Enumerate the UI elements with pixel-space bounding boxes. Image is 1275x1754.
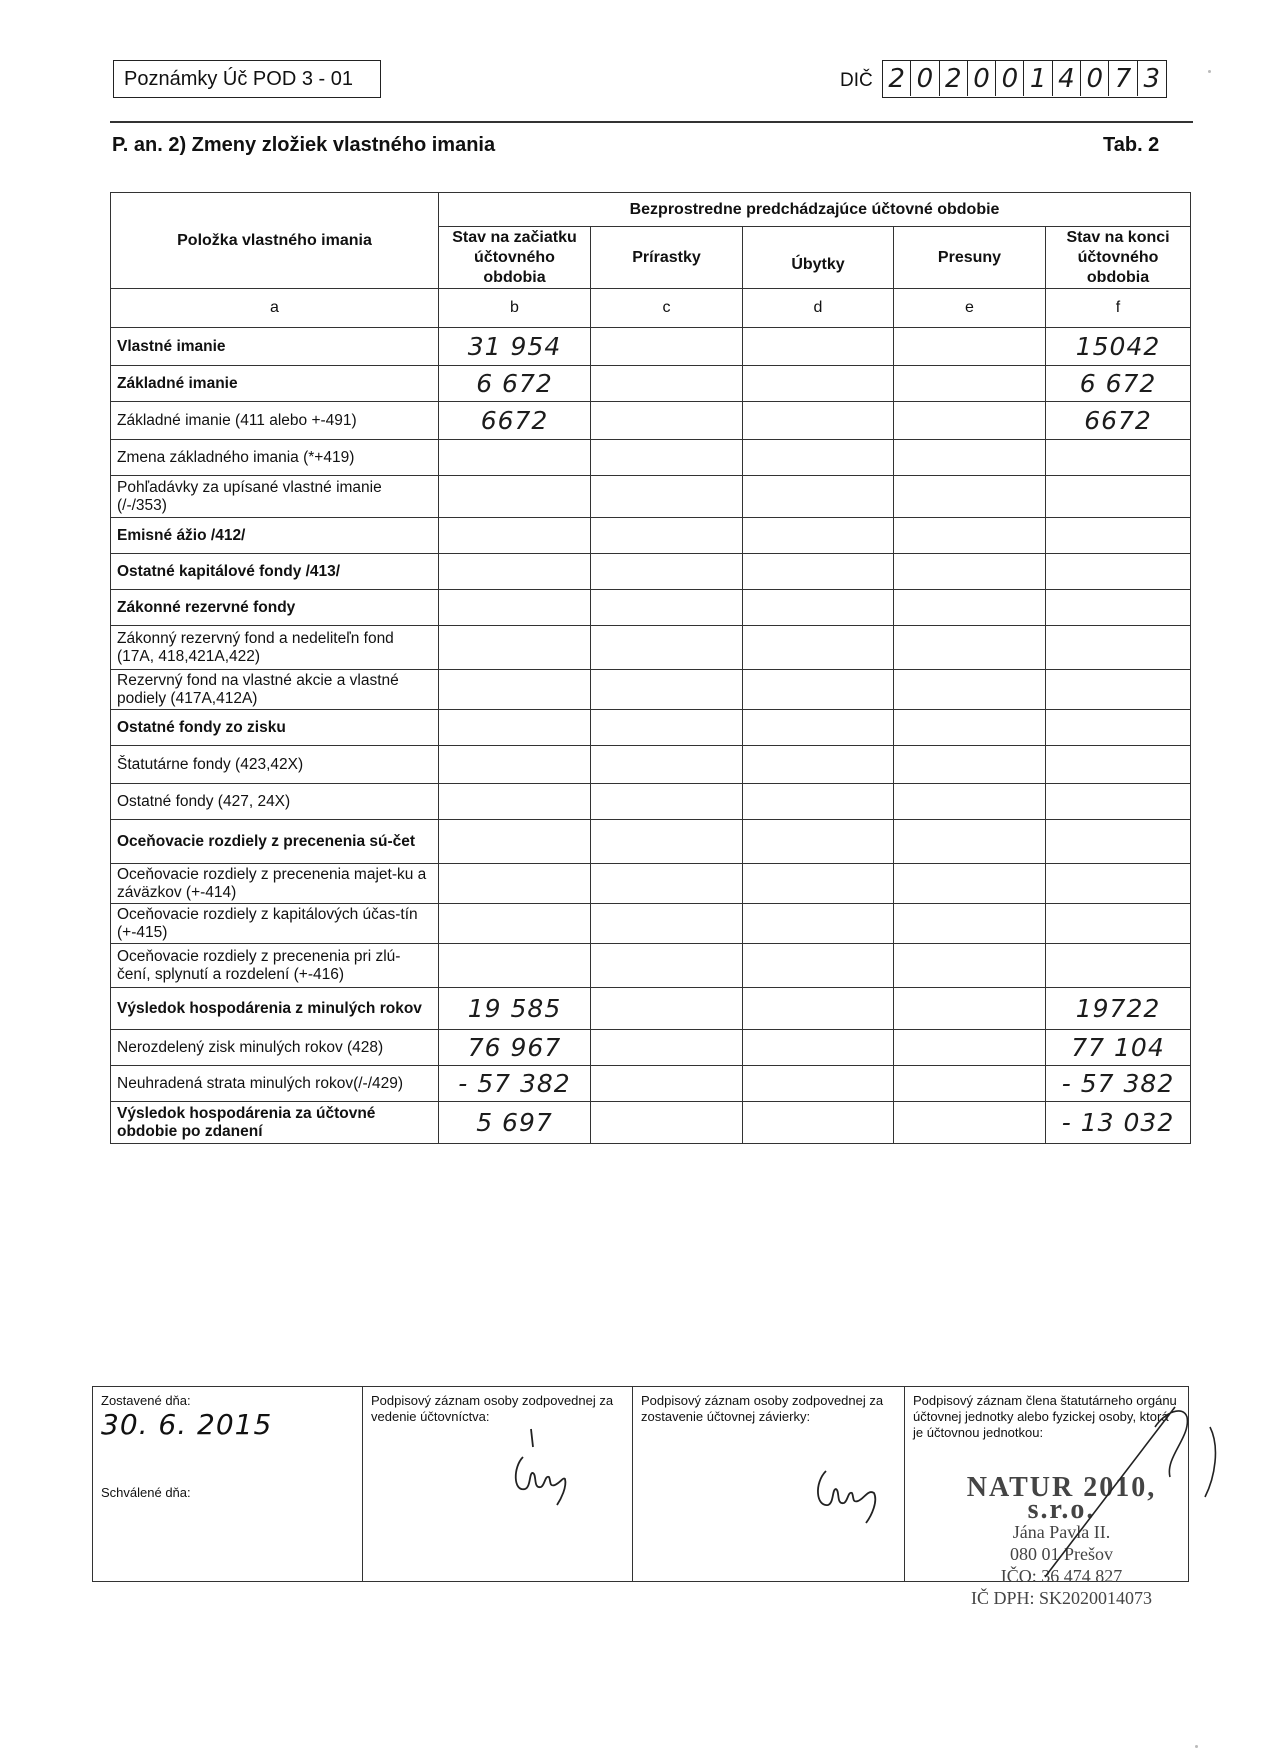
table-row <box>111 518 1191 554</box>
decrease-value <box>743 864 894 904</box>
decrease-value <box>743 710 894 746</box>
col-letter: d <box>743 289 894 328</box>
statement-signature <box>808 1449 898 1529</box>
table-row <box>111 864 1191 904</box>
scan-speck <box>1195 1745 1198 1748</box>
dic-digit: 0 <box>968 61 996 96</box>
start-value <box>439 784 591 820</box>
start-value <box>439 746 591 784</box>
increase-value <box>591 440 743 476</box>
end-value <box>1046 554 1191 590</box>
increase-value <box>591 670 743 710</box>
row-label: Oceňovacie rozdiely z precenenia majet-ku a záväzkov (+-414) <box>111 864 439 904</box>
increase-value <box>591 518 743 554</box>
increase-value <box>591 1102 743 1144</box>
dic-digit: 1 <box>1024 61 1052 96</box>
decrease-value <box>743 476 894 518</box>
stamp-line: 080 01 Prešov <box>1010 1544 1113 1564</box>
col-end-header: Stav na konci účtovného obdobia <box>1046 227 1191 289</box>
row-label: Zmena základného imania (*+419) <box>111 440 439 476</box>
end-value <box>1046 820 1191 864</box>
stamp-line: Jána Pavla II. <box>1012 1522 1111 1542</box>
decrease-value <box>743 1102 894 1144</box>
table-row <box>111 944 1191 988</box>
form-label: Poznámky Úč POD 3 - 01 <box>113 60 381 98</box>
row-label: Ostatné kapitálové fondy /413/ <box>111 554 439 590</box>
col-letter: a <box>111 289 439 328</box>
increase-value <box>591 988 743 1030</box>
stamp-line: IČO: 36 474 827 <box>1000 1566 1123 1586</box>
accounting-signature <box>503 1427 593 1507</box>
approved-label: Schválené dňa: <box>101 1485 191 1500</box>
transfer-value <box>894 1030 1046 1066</box>
row-label: Výsledok hospodárenia z minulých rokov <box>111 988 439 1030</box>
start-value <box>439 820 591 864</box>
table-row <box>111 590 1191 626</box>
decrease-value <box>743 784 894 820</box>
transfer-value <box>894 864 1046 904</box>
dic-digit: 0 <box>996 61 1024 96</box>
end-value: - 13 032 <box>1046 1102 1191 1144</box>
decrease-value <box>743 746 894 784</box>
start-value <box>439 670 591 710</box>
table-row <box>111 988 1191 1030</box>
col-start-header: Stav na začiatku účtovného obdobia <box>439 227 591 289</box>
transfer-value <box>894 366 1046 402</box>
col-letter: c <box>591 289 743 328</box>
decrease-value <box>743 366 894 402</box>
start-value <box>439 590 591 626</box>
end-value <box>1046 440 1191 476</box>
row-label: Pohľadávky za upísané vlastné imanie (/-/353) <box>111 476 439 518</box>
end-value <box>1046 626 1191 670</box>
end-value: 15042 <box>1046 328 1191 366</box>
transfer-value <box>894 904 1046 944</box>
dic-digit: 0 <box>911 61 939 96</box>
period-header: Bezprostredne predchádzajúce účtovné obdobie <box>439 193 1191 227</box>
increase-value <box>591 402 743 440</box>
row-label: Základné imanie <box>111 366 439 402</box>
statutory-signature-label: Podpisový záznam člena štatutárneho orgánu účtovnej jednotky alebo fyzickej osoby, ktorá je účtovnou jednotkou: <box>913 1393 1177 1440</box>
col-item-header: Položka vlastného imania <box>111 193 439 289</box>
dic-digit: 3 <box>1143 64 1161 94</box>
decrease-value <box>743 820 894 864</box>
start-value <box>439 904 591 944</box>
start-value: 31 954 <box>439 328 591 366</box>
start-value <box>439 518 591 554</box>
decrease-value <box>743 402 894 440</box>
table-row <box>111 554 1191 590</box>
transfer-value <box>894 328 1046 366</box>
col-letter: e <box>894 289 1046 328</box>
end-value <box>1046 710 1191 746</box>
transfer-value <box>894 476 1046 518</box>
row-label: Oceňovacie rozdiely z precenenia sú-čet <box>111 820 439 864</box>
decrease-value <box>743 904 894 944</box>
col-transfer-header: Presuny <box>894 227 1046 289</box>
row-label: Oceňovacie rozdiely z kapitálových účas-tín (+-415) <box>111 904 439 944</box>
table-row <box>111 1030 1191 1066</box>
increase-value <box>591 1030 743 1066</box>
decrease-value <box>743 1066 894 1102</box>
accounting-signature-cell <box>363 1387 633 1581</box>
table-row <box>111 904 1191 944</box>
row-label: Zákonný rezervný fond a nedeliteľn fond (17A, 418,421A,422) <box>111 626 439 670</box>
transfer-value <box>894 988 1046 1030</box>
end-value: - 57 382 <box>1046 1066 1191 1102</box>
decrease-value <box>743 554 894 590</box>
end-value: 77 104 <box>1046 1030 1191 1066</box>
transfer-value <box>894 710 1046 746</box>
transfer-value <box>894 1102 1046 1144</box>
section-title: P. an. 2) Zmeny zložiek vlastného imania <box>112 134 496 156</box>
end-value <box>1046 904 1191 944</box>
end-value <box>1046 590 1191 626</box>
table-number: Tab. 2 <box>1103 134 1160 156</box>
transfer-value <box>894 1066 1046 1102</box>
transfer-value <box>894 784 1046 820</box>
start-value <box>439 440 591 476</box>
statutory-signature <box>965 1397 1275 1582</box>
row-label: Ostatné fondy zo zisku <box>111 710 439 746</box>
decrease-value <box>743 626 894 670</box>
statement-signature-cell <box>633 1387 905 1581</box>
row-label: Štatutárne fondy (423,42X) <box>111 746 439 784</box>
equity-changes-table <box>110 192 1191 1144</box>
increase-value <box>591 1066 743 1102</box>
end-value: 19722 <box>1046 988 1191 1030</box>
start-value <box>439 476 591 518</box>
row-label: Vlastné imanie <box>111 328 439 366</box>
increase-value <box>591 476 743 518</box>
row-label: Rezervný fond na vlastné akcie a vlastné podiely (417A,412A) <box>111 670 439 710</box>
table-row <box>111 820 1191 864</box>
table-row <box>111 1066 1191 1102</box>
transfer-value <box>894 402 1046 440</box>
increase-value <box>591 784 743 820</box>
transfer-value <box>894 944 1046 988</box>
stamp-line: IČ DPH: SK2020014073 <box>970 1588 1153 1608</box>
table-row <box>111 626 1191 670</box>
transfer-value <box>894 590 1046 626</box>
dates-cell <box>93 1387 363 1581</box>
increase-value <box>591 820 743 864</box>
row-label: Výsledok hospodárenia za účtovné obdobie po zdanení <box>111 1102 439 1144</box>
table-row <box>111 670 1191 710</box>
increase-value <box>591 710 743 746</box>
transfer-value <box>894 626 1046 670</box>
col-increase-header: Prírastky <box>591 227 743 289</box>
table-row <box>111 746 1191 784</box>
increase-value <box>591 864 743 904</box>
row-label: Oceňovacie rozdiely z precenenia pri zlú-čení, splynutí a rozdelení (+-416) <box>111 944 439 988</box>
end-value <box>1046 670 1191 710</box>
dic-digit: 0 <box>1081 61 1109 96</box>
start-value: 5 697 <box>439 1102 591 1144</box>
row-label: Základné imanie (411 alebo +-491) <box>111 402 439 440</box>
increase-value <box>591 366 743 402</box>
end-value <box>1046 784 1191 820</box>
stamp-line: NATUR 2010, s.r.o. <box>966 1472 1157 1525</box>
transfer-value <box>894 554 1046 590</box>
dic-label: DIČ <box>840 70 873 91</box>
statutory-signature-cell <box>905 1387 1188 1608</box>
dic-digit: 4 <box>1053 61 1081 96</box>
table-row <box>111 1102 1191 1144</box>
dic-digit: 2 <box>940 61 968 96</box>
transfer-value <box>894 440 1046 476</box>
signature-footer <box>92 1386 1189 1608</box>
col-letter: f <box>1046 289 1191 328</box>
statement-signature-label: Podpisový záznam osoby zodpovednej za zostavenie účtovnej závierky: <box>641 1393 884 1424</box>
compiled-date: 30. 6. 2015 <box>101 1408 273 1441</box>
table-row <box>111 328 1191 366</box>
increase-value <box>591 590 743 626</box>
end-value: 6672 <box>1046 402 1191 440</box>
end-value <box>1046 864 1191 904</box>
start-value <box>439 626 591 670</box>
end-value <box>1046 518 1191 554</box>
dic-digit: 7 <box>1109 61 1137 96</box>
row-label: Zákonné rezervné fondy <box>111 590 439 626</box>
table-row <box>111 784 1191 820</box>
transfer-value <box>894 670 1046 710</box>
compiled-label: Zostavené dňa: <box>101 1393 191 1408</box>
decrease-value <box>743 988 894 1030</box>
transfer-value <box>894 518 1046 554</box>
increase-value <box>591 554 743 590</box>
decrease-value <box>743 1030 894 1066</box>
start-value: 19 585 <box>439 988 591 1030</box>
transfer-value <box>894 746 1046 784</box>
accounting-signature-label: Podpisový záznam osoby zodpovednej za vedenie účtovníctva: <box>371 1393 614 1424</box>
end-value: 6 672 <box>1046 366 1191 402</box>
start-value <box>439 864 591 904</box>
dic-digit: 2 <box>883 61 911 96</box>
decrease-value <box>743 590 894 626</box>
start-value <box>439 944 591 988</box>
decrease-value <box>743 440 894 476</box>
table-row <box>111 710 1191 746</box>
decrease-value <box>743 670 894 710</box>
dic-boxes <box>882 60 1167 98</box>
increase-value <box>591 904 743 944</box>
col-decrease-header: Úbytky <box>743 227 894 289</box>
row-label: Neuhradená strata minulých rokov(/-/429) <box>111 1066 439 1102</box>
decrease-value <box>743 328 894 366</box>
increase-value <box>591 328 743 366</box>
decrease-value <box>743 944 894 988</box>
row-label: Emisné ážio /412/ <box>111 518 439 554</box>
row-label: Ostatné fondy (427, 24X) <box>111 784 439 820</box>
start-value: - 57 382 <box>439 1066 591 1102</box>
increase-value <box>591 626 743 670</box>
increase-value <box>591 746 743 784</box>
column-letters <box>111 289 1191 328</box>
end-value <box>1046 944 1191 988</box>
start-value: 76 967 <box>439 1030 591 1066</box>
row-label: Nerozdelený zisk minulých rokov (428) <box>111 1030 439 1066</box>
end-value <box>1046 746 1191 784</box>
table-row <box>111 476 1191 518</box>
start-value: 6 672 <box>439 366 591 402</box>
table-row <box>111 440 1191 476</box>
col-letter: b <box>439 289 591 328</box>
table-row <box>111 366 1191 402</box>
decrease-value <box>743 518 894 554</box>
start-value: 6672 <box>439 402 591 440</box>
end-value <box>1046 476 1191 518</box>
header-divider <box>110 121 1193 123</box>
transfer-value <box>894 820 1046 864</box>
increase-value <box>591 944 743 988</box>
start-value <box>439 710 591 746</box>
start-value <box>439 554 591 590</box>
table-row <box>111 402 1191 440</box>
scan-speck <box>1208 70 1211 73</box>
